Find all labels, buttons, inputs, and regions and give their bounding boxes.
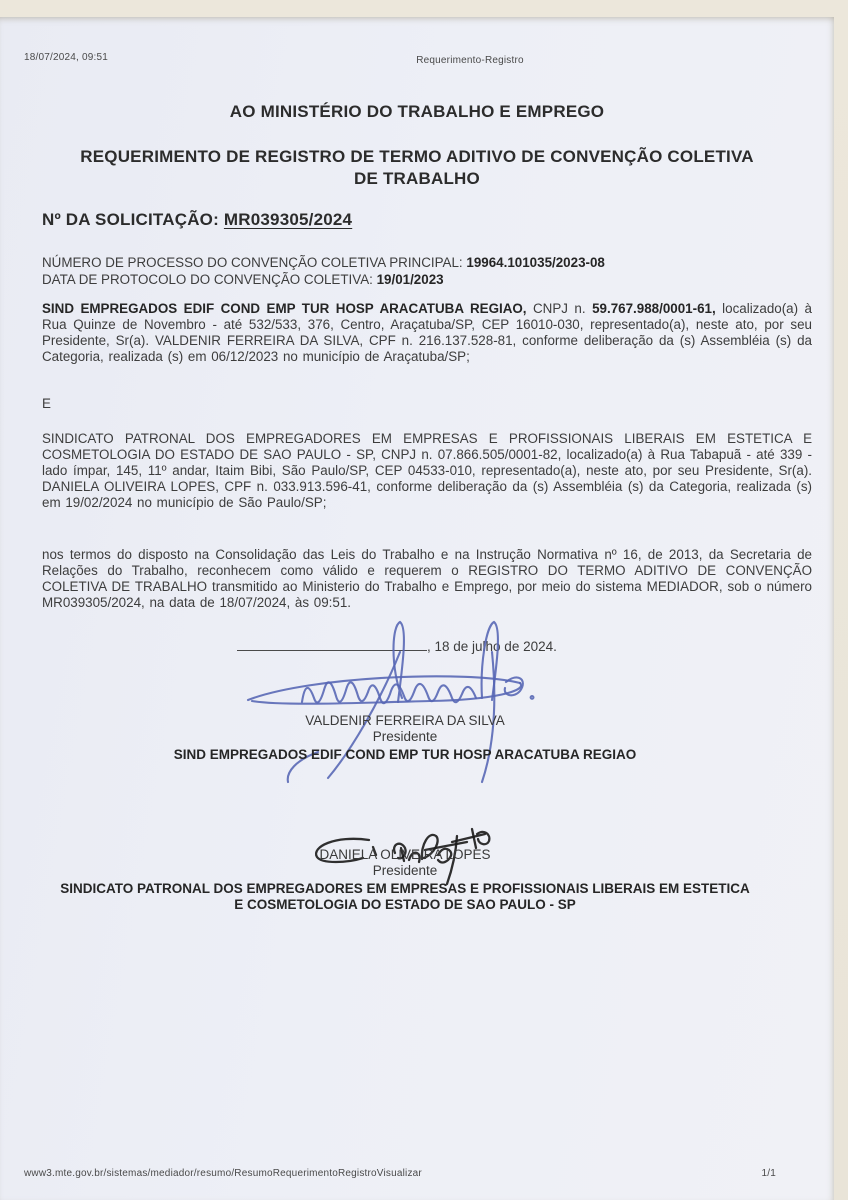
- signatory1-org: SIND EMPREGADOS EDIF COND EMP TUR HOSP ARACATUBA REGIAO: [173, 747, 637, 762]
- signature-block-2: [20, 847, 790, 913]
- footer-url: www3.mte.gov.br/sistemas/mediador/resumo/ResumoRequerimentoRegistroVisualizar: [24, 1168, 422, 1179]
- solicitation-number: MR039305/2024: [223, 210, 353, 229]
- addressee-title: AO MINISTÉRIO DO TRABALHO E EMPREGO: [229, 102, 605, 121]
- conjunction-e: E: [42, 396, 51, 411]
- signatory2-name: DANIELA OLIVEIRA LOPES: [319, 847, 491, 862]
- party1-paragraph: SIND EMPREGADOS EDIF COND EMP TUR HOSP ARACATUBA REGIAO, CNPJ n. 59.767.988/0001-61, localizado(a) à Rua Quinze de Novembro - até 532/533, 376, Centro, Araçatuba/SP, CEP 16010-030, representado(a), neste ato, por seu Presidente, Sr(a). VALDENIR FERREIRA DA SILVA, CPF n. 216.137.528-81, conforme deliberação da (s) Assembléia (s) da Categoria, realizada (s) em 06/12/2023 no município de Araçatuba/SP;: [42, 301, 812, 364]
- party1-name: SIND EMPREGADOS EDIF COND EMP TUR HOSP ARACATUBA REGIAO,: [42, 301, 527, 316]
- protocol-date-label: DATA DE PROTOCOLO DO CONVENÇÃO COLETIVA:: [42, 271, 377, 287]
- print-timestamp: 18/07/2024, 09:51: [24, 52, 109, 63]
- city-date-text: , 18 de julho de 2024.: [427, 639, 557, 654]
- date-line: [237, 638, 557, 654]
- party1-cnpj: 59.767.988/0001-61,: [592, 301, 716, 316]
- party2-paragraph: SINDICATO PATRONAL DOS EMPREGADORES EM EMPRESAS E PROFISSIONAIS LIBERAIS EM ESTETICA E COSMETOLOGIA DO ESTADO DE SAO PAULO - SP, CNPJ n. 07.866.505/0001-82, localizado(a) à Rua Tabapuã - até 339 - lado ímpar, 145, 11º andar, Itaim Bibi, São Paulo/SP, CEP 04533-010, representado(a), neste ato, por seu Presidente, Sr(a). DANIELA OLIVEIRA LOPES, CPF n. 033.913.596-41, conforme deliberação da (s) Assembléia (s) da Categoria, realizada (s) em 19/02/2024 no município de São Paulo/SP;: [42, 431, 812, 510]
- signature-line: [237, 638, 427, 651]
- print-footer: [24, 1168, 776, 1179]
- footer-page-indicator: 1/1: [761, 1168, 776, 1179]
- signatory2-org: SINDICATO PATRONAL DOS EMPREGADORES EM EMPRESAS E PROFISSIONAIS LIBERAIS EM ESTETICA E COSMETOLOGIA DO ESTADO DE SAO PAULO - SP: [60, 881, 750, 912]
- process-number-value: 19964.101035/2023-08: [466, 255, 605, 270]
- document-page: [0, 17, 834, 1200]
- solicitation-number-line: [42, 210, 352, 230]
- closing-paragraph: nos termos do disposto na Consolidação das Leis do Trabalho e na Instrução Normativa nº 16, de 2013, da Secretaria de Relações do Trabalho, reconhecem como válido e requerem o REGISTRO DO TERMO ADITIVO DE CONVENÇÃO COLETIVA DE TRABALHO transmitido ao Ministerio do Trabalho e Emprego, por meio do sistema MEDIADOR, sob o número MR039305/2024, na data de 18/07/2024, às 09:51.: [42, 547, 812, 610]
- signatory1-name: VALDENIR FERREIRA DA SILVA: [305, 713, 505, 728]
- solicitation-label: Nº DA SOLICITAÇÃO:: [42, 210, 219, 229]
- print-doc-title: Requerimento-Registro: [416, 55, 524, 66]
- process-metadata: [42, 255, 822, 288]
- signature-block-1: [20, 713, 790, 763]
- signatory1-role: Presidente: [372, 729, 438, 744]
- process-number-label: NÚMERO DE PROCESSO DO CONVENÇÃO COLETIVA PRINCIPAL:: [42, 255, 467, 270]
- signatory2-role: Presidente: [372, 863, 438, 878]
- request-title: REQUERIMENTO DE REGISTRO DE TERMO ADITIVO DE CONVENÇÃO COLETIVA DE TRABALHO: [80, 147, 754, 188]
- protocol-date-value: 19/01/2023: [376, 271, 444, 287]
